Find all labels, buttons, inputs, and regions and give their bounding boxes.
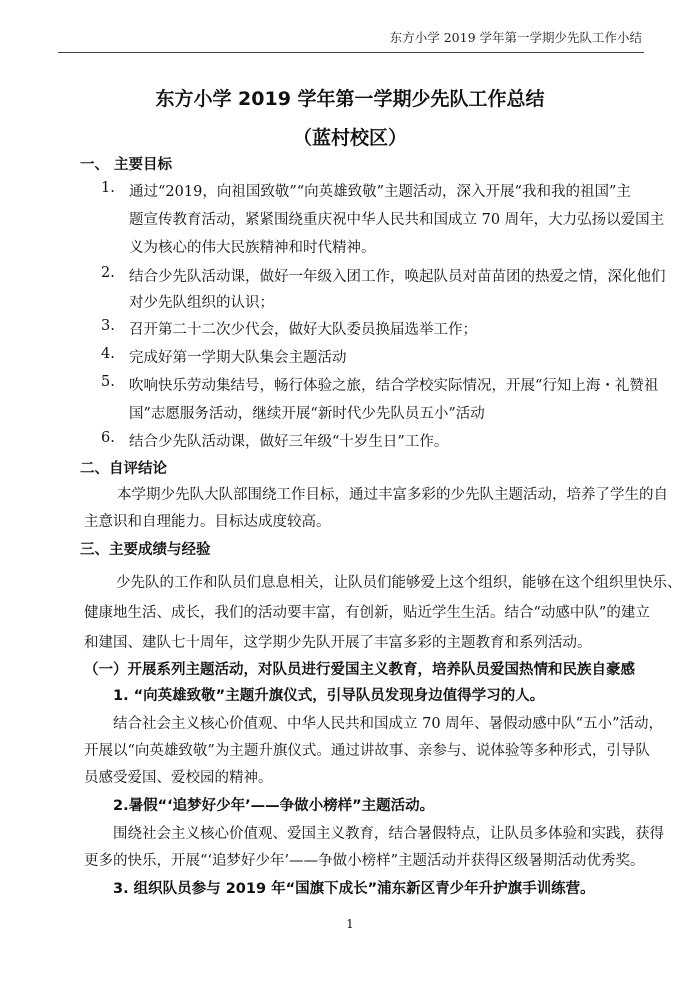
activity-1-title: 1. “向英雄致敬”主题升旗仪式，引导队员发现身边值得学习的人。 [113,688,545,704]
document-title: 东方小学 2019 学年第一学期少先队工作总结 [155,88,545,110]
section-3-heading: 三、主要成绩与经验 [80,542,211,558]
item-5-line-2: 国”志愿服务活动，继续开展“新时代少先队员五小”活动 [129,406,485,422]
item-1-line-2: 题宣传教育活动，紧紧围绕重庆祝中华人民共和国成立 70 周年，大力弘扬以爱国主 [129,212,665,228]
section-2-line-2: 主意识和自理能力。目标达成度较高。 [84,514,331,530]
item-5-number: 5. [101,374,115,390]
activity-2-line-1: 围绕社会主义核心价值观、爱国主义教育，结合暑假特点，让队员多体验和实践，获得 [113,826,664,842]
activity-1-line-3: 员感受爱国、爱校园的精神。 [84,770,273,786]
activity-3-title: 3. 组织队员参与 2019 年“国旗下成长”浦东新区青少年升护旗手训练营。 [113,881,595,897]
section-3-intro-line-3: 和建国、建队七十周年，这学期少先队开展了丰富多彩的主题教育和系列活动。 [84,635,592,651]
subsection-1-heading: （一）开展系列主题活动，对队员进行爱国主义教育，培养队员爱国热情和民族自豪感 [84,662,635,678]
section-3-intro-line-1: 少先队的工作和队员们息息相关，让队员们能够爱上这个组织，能够在这个组织里快乐、 [116,575,682,591]
item-2-line-2: 对少先队组织的认识； [129,295,274,311]
item-5-line-1: 吹响快乐劳动集结号，畅行体验之旅，结合学校实际情况，开展“行知上海・礼赞祖 [129,378,659,394]
page-number: 1 [346,917,354,931]
activity-2-line-2: 更多的快乐，开展“‘追梦好少年’——争做小榜样”主题活动并获得区级暑期活动优秀奖。 [84,853,645,869]
activity-2-title: 2.暑假“‘追梦好少年’——争做小榜样”主题活动。 [113,798,435,814]
section-2-heading: 二、自评结论 [80,461,167,477]
item-4-number: 4. [101,346,115,362]
item-1-line-1: 通过“2019，向祖国致敬”“向英雄致敬”主题活动，深入开展“我和我的祖国”主 [129,184,631,200]
item-1-line-3: 义为核心的伟大民族精神和时代精神。 [129,240,376,256]
item-1-number: 1. [101,180,115,196]
item-6-number: 6. [101,430,115,446]
item-4-line-1: 完成好第一学期大队集会主题活动 [129,350,347,366]
item-3-line-1: 召开第二十二次少代会，做好大队委员换届选举工作； [129,322,477,338]
item-3-number: 3. [101,318,115,334]
document-subtitle: （蓝村校区） [292,127,407,149]
item-2-line-1: 结合少先队活动课，做好一年级入团工作，唤起队员对苗苗团的热爱之情，深化他们 [129,269,666,285]
activity-1-line-1: 结合社会主义核心价值观、中华人民共和国成立 70 周年、暑假动感中队“五小”活动， [113,716,663,732]
running-header: 东方小学 2019 学年第一学期少先队工作小结 [389,30,642,45]
item-2-number: 2. [101,265,115,281]
header-divider [58,52,644,53]
activity-1-line-2: 开展以“向英雄致敬”为主题升旗仪式。通过讲故事、亲参与、说体验等多种形式，引导队 [84,743,650,759]
section-2-line-1: 本学期少先队大队部围绕工作目标，通过丰富多彩的少先队主题活动，培养了学生的自 [117,487,668,503]
section-1-heading: 一、 主要目标 [80,157,173,173]
section-3-intro-line-2: 健康地生活、成长，我们的活动要丰富，有创新，贴近学生生活。结合“动感中队”的建立 [84,605,650,621]
item-6-line-1: 结合少先队活动课，做好三年级“十岁生日”工作。 [129,434,449,450]
